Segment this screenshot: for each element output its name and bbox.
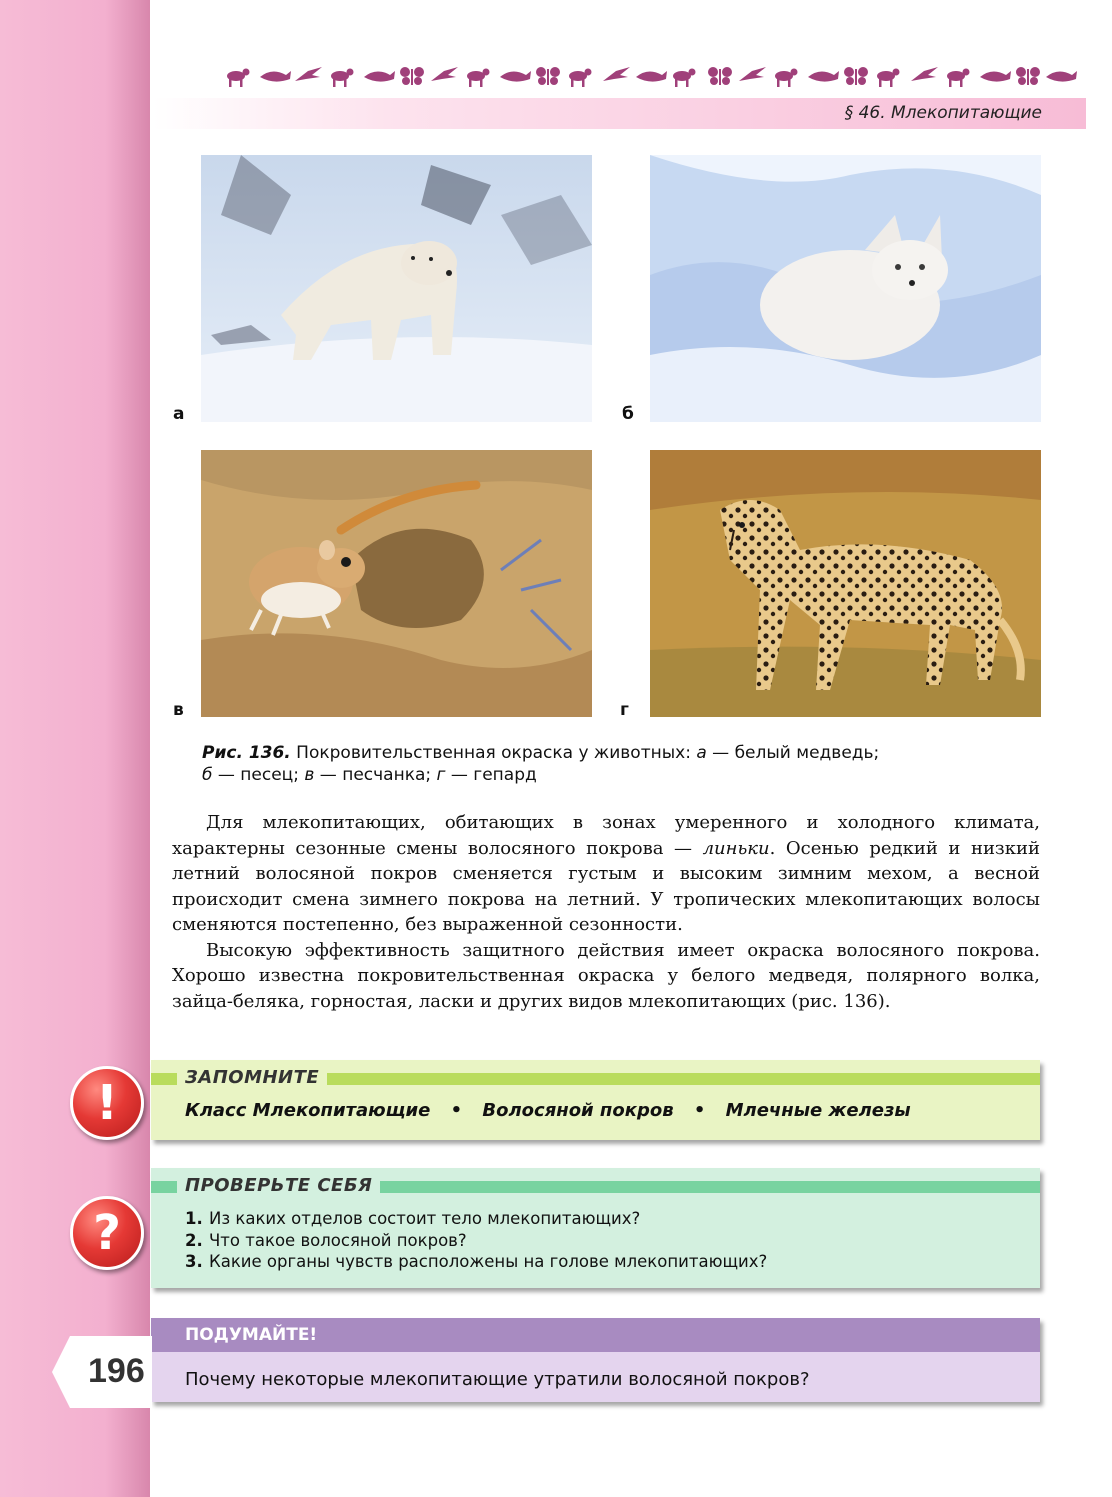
remember-terms: [185, 1100, 1005, 1121]
caption-text-b: — песец;: [212, 765, 305, 785]
cheetah-icon: [650, 450, 1041, 717]
think-header: [151, 1318, 1040, 1352]
caption-text: Покровительственная окраска у животных:: [290, 743, 697, 763]
caption-text-v: — песчанка;: [314, 765, 437, 785]
list-item: 2. Что такое волосяной покров?: [185, 1230, 467, 1250]
photo-label-a: а: [173, 404, 185, 424]
remember-title: ЗАПОМНИТЕ: [177, 1067, 327, 1088]
caption-text-a: — белый медведь;: [706, 743, 880, 763]
animal-silhouettes-icon: [222, 63, 1087, 89]
list-item: 3. Какие органы чувств расположены на голове млекопитающих?: [185, 1252, 768, 1271]
section-header-band: [153, 98, 1086, 129]
question-list: [185, 1208, 767, 1273]
arctic-fox-icon: [650, 155, 1041, 422]
paragraph-1: Для млекопитающих, обитающих в зонах умеренного и холодного климата, характерны сезонные смены волосяного покрова — линьки. Осенью редкий и низкий летний волосяной покров сменяется густым и высоким зимним мехом, а весной происходит смена зимнего покрова на летний. У тропических млекопитающих волосы сменяются постепенно, без выраженной сезонности.: [172, 812, 1040, 935]
caption-letter-g: г: [436, 765, 446, 785]
caption-letter-b: б: [202, 765, 213, 785]
paragraph-2: Высокую эффективность защитного действия имеет окраска волосяного покрова. Хорошо известна покровительственная окраска у белого медведя, полярного волка, зайца-беляка, горностая, ласки и других видов млекопитающих (рис. 136).: [172, 939, 1040, 1012]
list-item: 1. Из каких отделов состоит тело млекопитающих?: [185, 1209, 641, 1228]
photo-cheetah: [650, 450, 1041, 717]
photo-arctic-fox: [650, 155, 1041, 422]
term-hair-cover: Волосяной покров: [482, 1100, 674, 1121]
animal-silhouettes-strip: [222, 63, 1087, 89]
photo-label-v: в: [173, 700, 184, 720]
term-molting: линьки: [702, 837, 770, 859]
side-band: [0, 0, 150, 1497]
remember-box: [151, 1060, 1040, 1140]
page-number-tab: [52, 1336, 152, 1408]
photo-polar-bear: [201, 155, 592, 422]
term-mammary-glands: Млечные железы: [725, 1100, 911, 1121]
photo-label-g: г: [620, 700, 629, 720]
photo-label-b: б: [622, 404, 634, 424]
caption-letter-a: а: [696, 743, 707, 763]
polar-bear-icon: [201, 155, 592, 422]
page-number: 196: [88, 1352, 145, 1390]
think-box: [151, 1318, 1040, 1402]
figure-caption: [202, 742, 1042, 786]
figure-number: Рис. 136.: [202, 743, 291, 763]
think-title: ПОДУМАЙТЕ!: [185, 1325, 318, 1345]
term-class-mammals: Класс Млекопитающие: [185, 1100, 431, 1121]
check-title: ПРОВЕРЬТЕ СЕБЯ: [177, 1175, 380, 1196]
photo-gerbil: [201, 450, 592, 717]
gerbil-icon: [201, 450, 592, 717]
section-title: § 46. Млекопитающие: [844, 103, 1042, 123]
body-text: [172, 810, 1040, 1014]
caption-letter-v: в: [304, 765, 315, 785]
check-yourself-box: [151, 1168, 1040, 1288]
question-icon: ?: [70, 1196, 144, 1270]
term-separator: •: [450, 1100, 463, 1121]
term-separator: •: [693, 1100, 706, 1121]
think-question: Почему некоторые млекопитающие утратили волосяной покров?: [185, 1369, 810, 1390]
exclamation-icon: !: [70, 1066, 144, 1140]
caption-text-g: — гепард: [445, 765, 537, 785]
